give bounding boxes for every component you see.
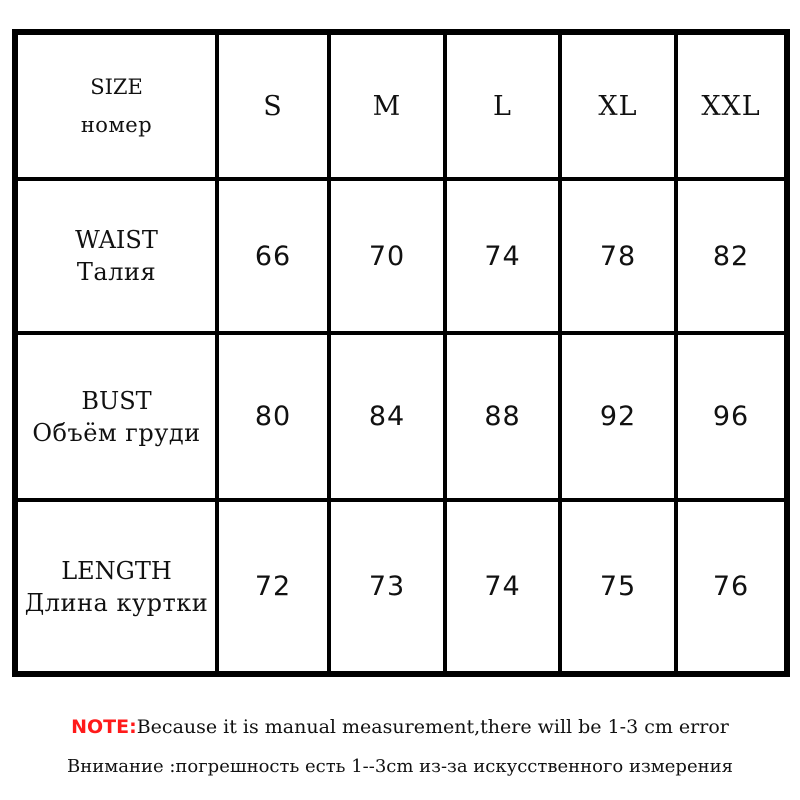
length-xxl-value: 76 bbox=[676, 500, 787, 674]
bust-label-en: BUST bbox=[81, 386, 152, 415]
waist-xl-value: 78 bbox=[560, 179, 676, 332]
size-xxl-heading: XXL bbox=[676, 32, 787, 179]
note-label: NOTE: bbox=[71, 716, 137, 738]
waist-label-cell bbox=[15, 179, 217, 332]
bust-label-ru: Объём груди bbox=[32, 418, 201, 447]
size-chart-table bbox=[12, 29, 790, 677]
size-label-ru: номер bbox=[80, 113, 153, 138]
length-s-value: 72 bbox=[217, 500, 329, 674]
length-label-cell bbox=[15, 500, 217, 674]
length-label-en: LENGTH bbox=[61, 556, 172, 585]
bust-xl-value: 92 bbox=[560, 333, 676, 501]
bust-m-value: 84 bbox=[329, 333, 445, 501]
length-m-value: 73 bbox=[329, 500, 445, 674]
bust-s-value: 80 bbox=[217, 333, 329, 501]
bust-l-value: 88 bbox=[445, 333, 560, 501]
size-m-heading: M bbox=[329, 32, 445, 179]
length-l-value: 74 bbox=[445, 500, 560, 674]
length-row bbox=[15, 500, 787, 674]
note-english-text: Because it is manual measurement,there will be 1-3 cm error bbox=[136, 716, 729, 738]
waist-l-value: 74 bbox=[445, 179, 560, 332]
bust-label-cell bbox=[15, 333, 217, 501]
size-s-heading: S bbox=[217, 32, 329, 179]
note-english bbox=[0, 716, 800, 738]
length-xl-value: 75 bbox=[560, 500, 676, 674]
waist-label-ru: Талия bbox=[76, 258, 157, 287]
waist-s-value: 66 bbox=[217, 179, 329, 332]
note-russian: Внимание :погрешность есть 1--3cm из-за искусственного измерения bbox=[67, 756, 733, 777]
bust-row bbox=[15, 333, 787, 501]
size-l-heading: L bbox=[445, 32, 560, 179]
bust-xxl-value: 96 bbox=[676, 333, 787, 501]
size-label-cell bbox=[15, 32, 217, 179]
waist-row bbox=[15, 179, 787, 332]
waist-label-en: WAIST bbox=[75, 226, 158, 255]
waist-m-value: 70 bbox=[329, 179, 445, 332]
size-header-row bbox=[15, 32, 787, 179]
size-xl-heading: XL bbox=[560, 32, 676, 179]
waist-xxl-value: 82 bbox=[676, 179, 787, 332]
length-label-ru: Длина куртки bbox=[24, 588, 209, 617]
size-label-en: SIZE bbox=[90, 75, 143, 100]
